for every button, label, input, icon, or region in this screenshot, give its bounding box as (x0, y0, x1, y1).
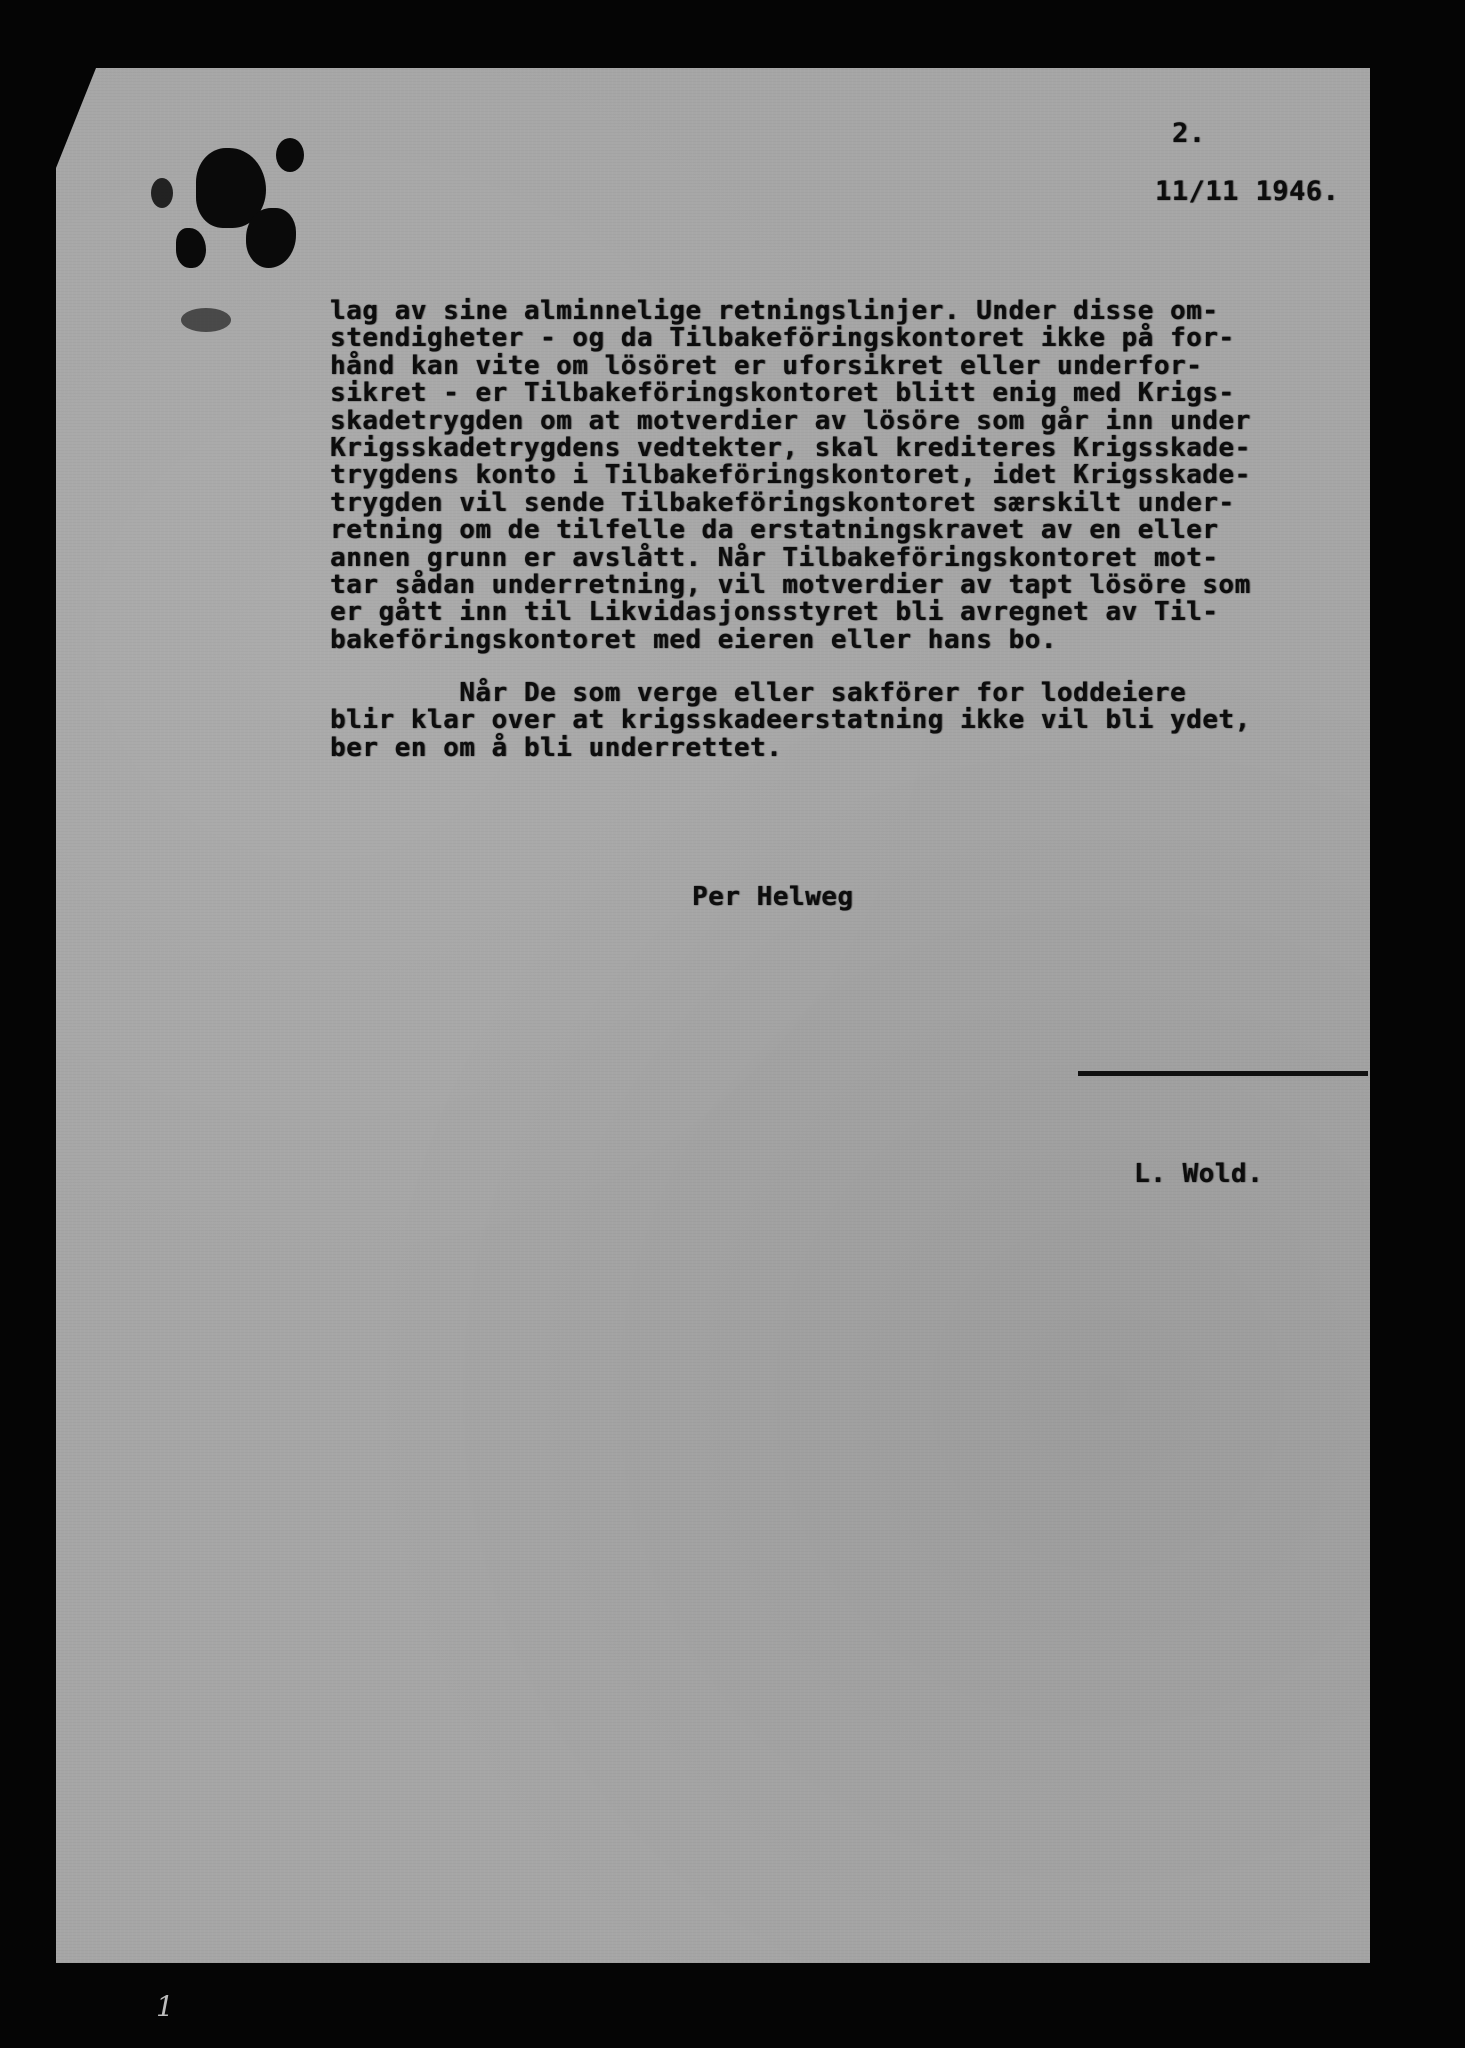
text-line: retning om de tilfelle da erstatningskravet av en eller (330, 515, 1219, 546)
text-line: er gått inn til Likvidasjonsstyret bli avregnet av Til- (330, 597, 1219, 628)
paragraph-2 (330, 680, 1251, 762)
ink-stain (176, 228, 206, 268)
paragraph-1 (330, 298, 1251, 654)
text-line: trygdens konto i Tilbakeföringskontoret, idet Krigsskade- (330, 460, 1251, 491)
text-line: blir klar over at krigsskadeerstatning ikke vil bli ydet, (330, 705, 1251, 736)
text-line: annen grunn er avslått. Når Tilbakeföringskontoret mot- (330, 542, 1219, 573)
text-line: sikret - er Tilbakeföringskontoret blitt enig med Krigs- (330, 378, 1235, 409)
text-line: lag av sine alminnelige retningslinjer. Under disse om- (330, 296, 1219, 326)
text-line: tar sådan underretning, vil motverdier av tapt lösöre som (330, 569, 1251, 600)
text-line: Krigsskadetrygdens vedtekter, skal krediteres Krigsskade- (330, 432, 1251, 463)
ink-stain (181, 308, 231, 332)
ink-stain (246, 208, 296, 268)
text-line: stendigheter - og da Tilbakeföringskontoret ikke på for- (330, 323, 1235, 354)
letter-date: 11/11 1946. (1155, 176, 1340, 207)
text-line: trygden vil sende Tilbakeföringskontoret særskilt under- (330, 487, 1235, 518)
page-number: 2. (1172, 118, 1206, 149)
text-line: hånd kan vite om lösöret er uforsikret eller underfor- (330, 350, 1203, 381)
signature-rule (1078, 1071, 1368, 1076)
text-line: Når De som verge eller sakförer for loddeiere (330, 678, 1187, 708)
margin-mark: 1 (156, 1990, 174, 2023)
text-line: bakeföringskontoret med eieren eller hans bo. (330, 624, 1057, 655)
text-line: skadetrygden om at motverdier av lösöre som går inn under (330, 405, 1251, 436)
ink-stain (276, 138, 304, 172)
signature-per-helweg: Per Helweg (692, 882, 854, 912)
ink-stain (151, 178, 173, 208)
text-line: ber en om å bli underrettet. (330, 732, 783, 763)
signature-l-wold: L. Wold. (1134, 1159, 1264, 1189)
torn-corner (56, 68, 96, 168)
